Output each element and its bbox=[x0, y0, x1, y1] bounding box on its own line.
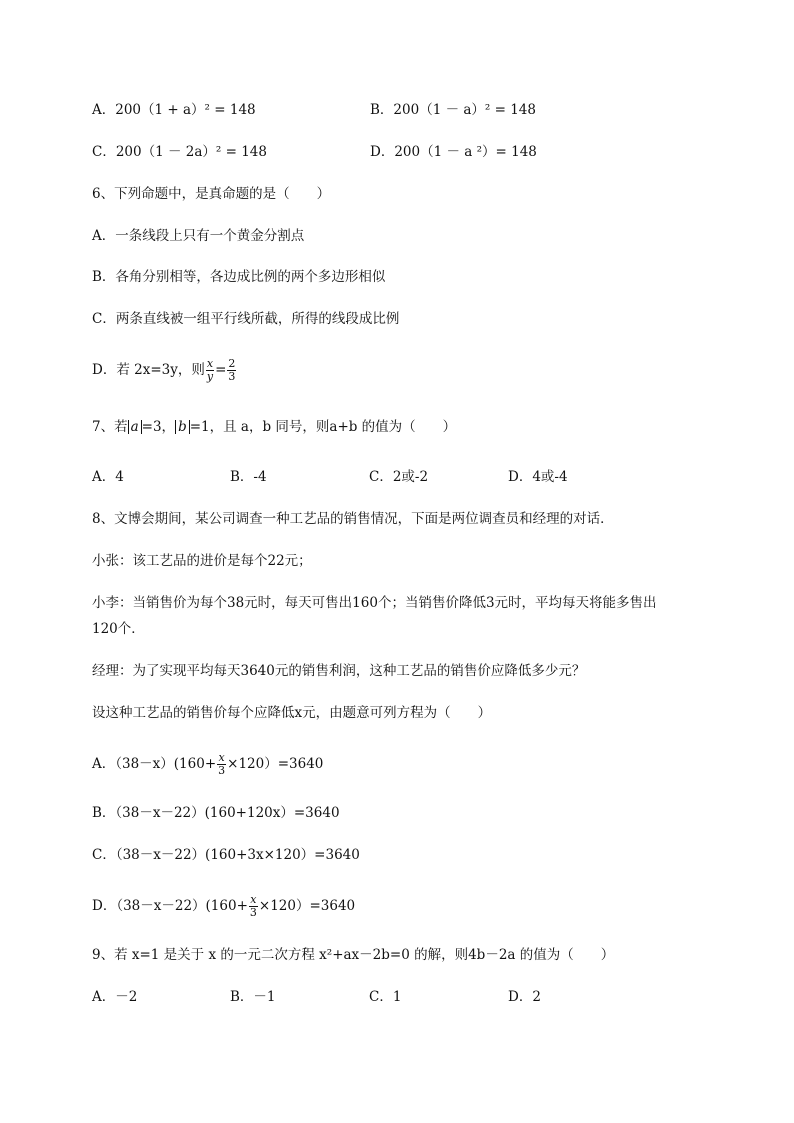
q7-stem-mid2: =1，且 a，b 同号，则a+b 的值为（ ） bbox=[189, 419, 457, 435]
fraction-numerator: x bbox=[206, 357, 214, 370]
q6-option-b: B．各角分别相等，各边成比例的两个多边形相似 bbox=[92, 269, 386, 285]
q7-option-b: B．-4 bbox=[230, 469, 267, 485]
q8-option-d: D．（38－x－22）(160+ $\frac{x}{3}$ ×120）=3640 bbox=[92, 893, 356, 919]
q6-option-d-fraction-23 bbox=[227, 358, 236, 383]
fraction-denominator: 3 bbox=[249, 906, 257, 919]
q7-stem-prefix: 7、若 bbox=[92, 419, 128, 435]
q9-option-d: D．2 bbox=[508, 989, 541, 1005]
q7-stem bbox=[92, 418, 456, 436]
q9-option-a: A．－2 bbox=[92, 989, 138, 1005]
fraction-denominator: 3 bbox=[228, 370, 236, 383]
fraction-numerator: 2 bbox=[228, 357, 236, 370]
q7-option-a: A．4 bbox=[92, 469, 124, 485]
q5-option-d: D．200（1 － a ²）= 148 bbox=[370, 144, 537, 160]
fraction-denominator: y bbox=[206, 370, 214, 383]
q8-option-b: B．（38－x－22）(160+120x）=3640 bbox=[92, 805, 340, 821]
q6-option-d-equals: = bbox=[215, 362, 227, 378]
q6-option-d bbox=[92, 358, 237, 383]
q8-zhang: 小张：该工艺品的进价是每个22元； bbox=[92, 553, 312, 569]
fraction-denominator: 3 bbox=[218, 764, 226, 777]
q5-option-a: A．200（1 + a）² = 148 bbox=[92, 102, 256, 118]
q8-option-c: C．（38－x－22）(160+3x×120）=3640 bbox=[92, 847, 360, 863]
fraction-x-over-3 bbox=[217, 752, 226, 777]
fraction-x-over-3 bbox=[249, 894, 258, 919]
q8-manager: 经理：为了实现平均每天3640元的销售利润，这种工艺品的销售价应降低多少元？ bbox=[92, 663, 586, 679]
fraction-numerator: x bbox=[250, 893, 257, 906]
abs-value-a: a bbox=[128, 420, 142, 434]
q8-stem: 8、文博会期间，某公司调查一种工艺品的销售情况，下面是两位调查员和经理的对话． bbox=[92, 511, 614, 527]
q9-option-c: C．1 bbox=[369, 989, 402, 1005]
abs-value-b: b bbox=[175, 420, 190, 434]
q6-option-d-prefix: D．若 2x=3y，则 bbox=[92, 362, 205, 378]
q8-option-a: A．（38－x）(160+ $\frac{x}{3}$ ×120）=3640 bbox=[92, 751, 324, 777]
q6-stem: 6、下列命题中，是真命题的是（ ） bbox=[92, 186, 331, 202]
q9-option-b: B．－1 bbox=[230, 989, 276, 1005]
q5-option-b: B．200（1 － a）² = 148 bbox=[370, 102, 536, 118]
q7-option-d: D．4或-4 bbox=[508, 469, 568, 485]
q8-setup: 设这种工艺品的销售价每个应降低x元，由题意可列方程为（ ） bbox=[92, 705, 492, 721]
q7-stem-mid1: =3， bbox=[141, 419, 176, 435]
q6-option-d-fraction-xy bbox=[206, 358, 214, 383]
q9-stem: 9、若 x=1 是关于 x 的一元二次方程 x²+ax－2b=0 的解，则4b－2a 的值为（ ） bbox=[92, 947, 615, 963]
q8-li-line1: 小李：当销售价为每个38元时，每天可售出160个；当销售价降低3元时，平均每天将能多售出 bbox=[92, 595, 657, 611]
q7-option-c: C．2或-2 bbox=[369, 469, 429, 485]
fraction-numerator: x bbox=[218, 751, 225, 764]
q6-option-c: C．两条直线被一组平行线所截，所得的线段成比例 bbox=[92, 311, 400, 327]
q5-option-c: C．200（1 － 2a）² = 148 bbox=[92, 144, 267, 160]
q6-option-a: A．一条线段上只有一个黄金分割点 bbox=[92, 228, 305, 244]
q8-li-line2: 120个． bbox=[92, 621, 145, 637]
